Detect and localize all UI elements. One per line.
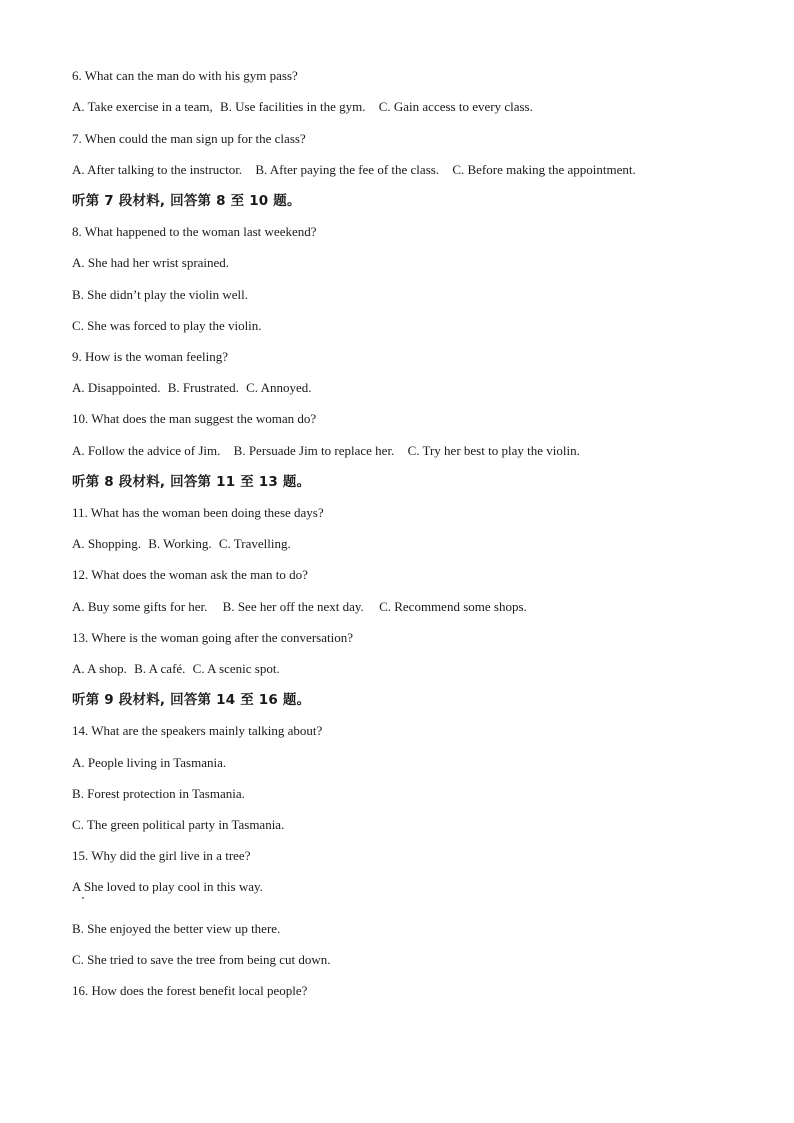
stray-mark	[82, 897, 84, 899]
question-9-option-a: A. Disappointed.	[72, 380, 161, 395]
question-6-stem: 6. What can the man do with his gym pass?	[72, 68, 298, 83]
section-8-heading: 听第 8 段材料, 回答第 11 至 13 题。	[72, 474, 311, 490]
question-7-option-b: B. After paying the fee of the class.	[255, 162, 440, 177]
section-9-heading: 听第 9 段材料, 回答第 14 至 16 题。	[72, 692, 311, 708]
question-7-option-c: C. Before making the appointment.	[452, 162, 636, 177]
question-10-stem: 10. What does the man suggest the woman do?	[72, 411, 317, 426]
question-8-option-c: C. She was forced to play the violin.	[72, 318, 262, 333]
question-13-options	[72, 661, 280, 677]
question-10-option-c: C. Try her best to play the violin.	[407, 443, 580, 458]
question-9-stem: 9. How is the woman feeling?	[72, 349, 228, 364]
question-14-option-a: A. People living in Tasmania.	[72, 755, 227, 770]
question-11-options	[72, 536, 291, 552]
question-11-option-a: A. Shopping.	[72, 536, 141, 551]
question-13-stem: 13. Where is the woman going after the conversation?	[72, 630, 353, 645]
question-12-option-a: A. Buy some gifts for her.	[72, 599, 208, 614]
question-15-stem: 15. Why did the girl live in a tree?	[72, 848, 251, 863]
question-13-option-a: A. A shop.	[72, 661, 127, 676]
question-14-stem: 14. What are the speakers mainly talking about?	[72, 723, 323, 738]
question-7-options	[72, 162, 636, 178]
question-6-options	[72, 99, 533, 115]
question-8-stem: 8. What happened to the woman last weekend?	[72, 224, 317, 239]
question-15-option-c: C. She tried to save the tree from being cut down.	[72, 952, 331, 967]
question-12-stem: 12. What does the woman ask the man to do?	[72, 567, 308, 582]
question-11-option-c: C. Travelling.	[218, 536, 291, 551]
question-14-option-c: C. The green political party in Tasmania.	[72, 817, 285, 832]
question-13-option-b: B. A café.	[134, 661, 186, 676]
question-10-option-b: B. Persuade Jim to replace her.	[233, 443, 395, 458]
question-12-option-b: B. See her off the next day.	[222, 599, 364, 614]
question-6-option-a: A. Take exercise in a team,	[72, 99, 213, 114]
question-7-option-a: A. After talking to the instructor.	[72, 162, 243, 177]
question-12-options	[72, 599, 527, 615]
question-10-options	[72, 443, 580, 459]
question-15-option-b: B. She enjoyed the better view up there.	[72, 921, 281, 936]
section-7-heading: 听第 7 段材料, 回答第 8 至 10 题。	[72, 193, 301, 209]
question-9-option-c: C. Annoyed.	[246, 380, 312, 395]
question-7-stem: 7. When could the man sign up for the class?	[72, 131, 306, 146]
question-11-option-b: B. Working.	[148, 536, 212, 551]
question-8-option-a: A. She had her wrist sprained.	[72, 255, 230, 270]
question-11-stem: 11. What has the woman been doing these days?	[72, 505, 324, 520]
question-12-option-c: C. Recommend some shops.	[379, 599, 527, 614]
question-10-option-a: A. Follow the advice of Jim.	[72, 443, 221, 458]
question-8-option-b: B. She didn’t play the violin well.	[72, 287, 248, 302]
question-9-options	[72, 380, 311, 396]
question-6-option-c: C. Gain access to every class.	[378, 99, 533, 114]
question-9-option-b: B. Frustrated.	[167, 380, 239, 395]
question-16-stem: 16. How does the forest benefit local people?	[72, 983, 308, 998]
question-14-option-b: B. Forest protection in Tasmania.	[72, 786, 245, 801]
question-6-option-b: B. Use facilities in the gym.	[219, 99, 366, 114]
question-13-option-c: C. A scenic spot.	[192, 661, 280, 676]
question-15-option-a: A She loved to play cool in this way.	[72, 879, 263, 894]
